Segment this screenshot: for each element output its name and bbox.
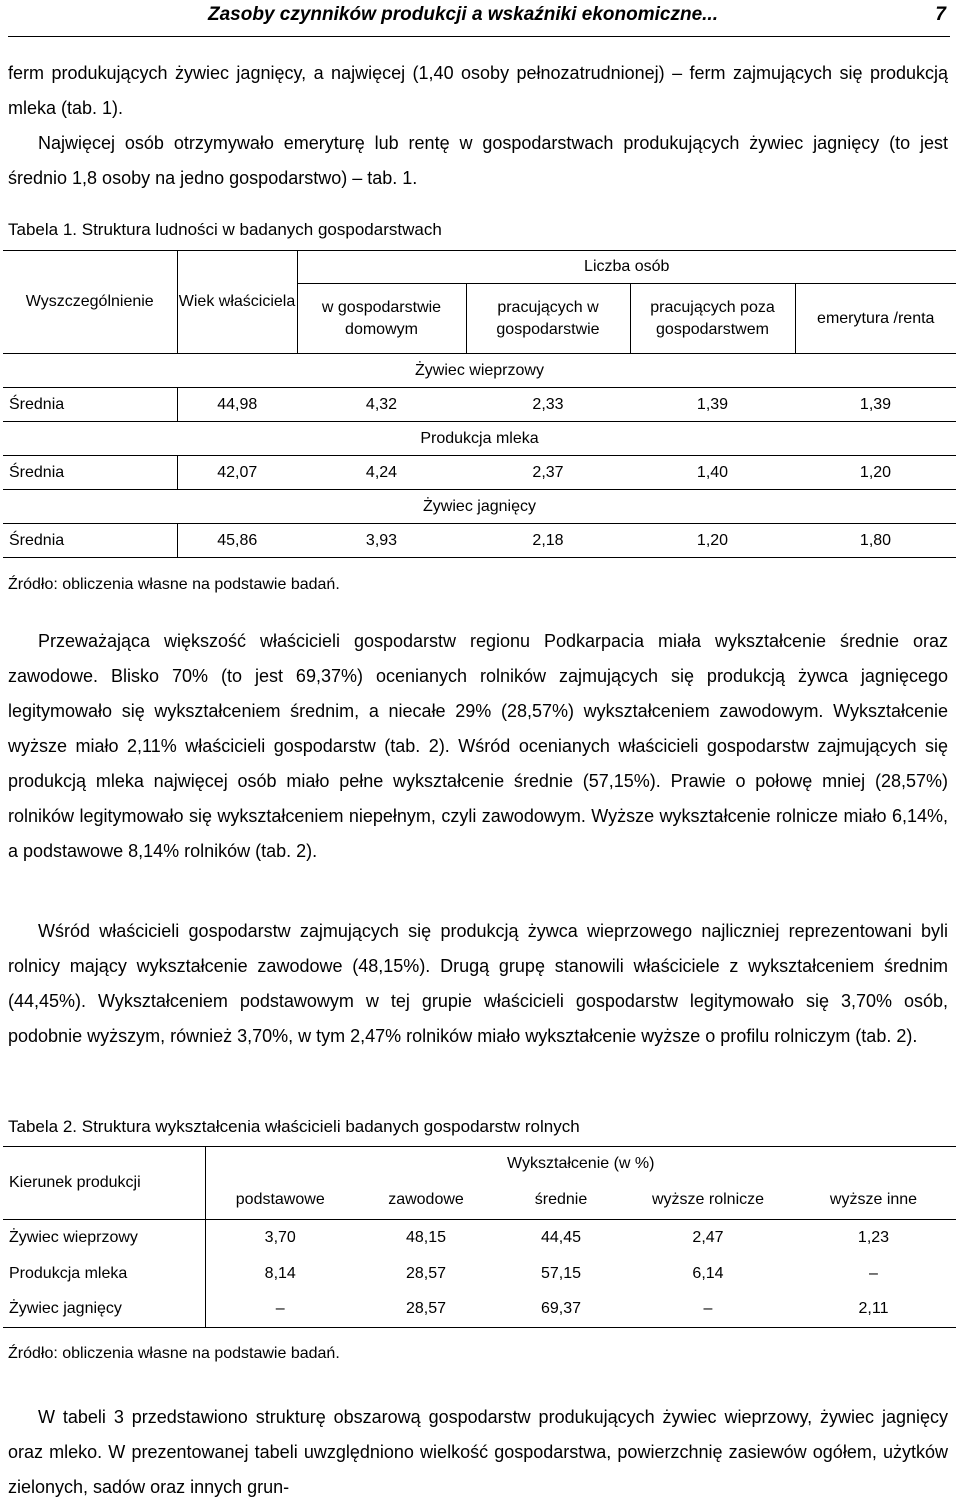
th-owner-age: Wiek właściciela	[177, 251, 297, 354]
cell: 44,45	[540, 1228, 582, 1246]
row-label: Średnia	[3, 456, 177, 490]
paragraph-1: ferm produkujących żywiec jagnięcy, a najwięcej (1,40 osoby pełnozatrudnionej) – ferm zajmujących się produkcją mleka (tab. 1).	[8, 63, 948, 118]
th-secondary: średnie	[497, 1182, 625, 1220]
section-milk: Produkcja mleka	[3, 422, 956, 456]
th-higher-other: wyższe inne	[791, 1182, 956, 1220]
cell: –	[869, 1264, 878, 1282]
table1-caption	[8, 220, 442, 240]
cell: 8,14	[264, 1264, 296, 1282]
cell: 42,07	[177, 456, 297, 490]
table2-caption	[8, 1117, 580, 1137]
th-number-of-persons: Liczba osób	[297, 251, 956, 284]
cell: 4,24	[297, 456, 466, 490]
cell: 28,57	[355, 1292, 497, 1328]
cell: 3,70	[264, 1228, 296, 1246]
row-label: Produkcja mleka	[3, 1256, 205, 1292]
cell: 2,11	[791, 1292, 956, 1328]
table-row	[3, 1220, 956, 1256]
population-structure-table	[3, 250, 956, 558]
th-working-off-farm: pracujących poza gospodarstwem	[630, 284, 795, 354]
cell: 1,39	[795, 388, 956, 422]
row-label: Średnia	[3, 388, 177, 422]
cell: 2,18	[466, 524, 630, 558]
cell: 57,15	[540, 1264, 582, 1282]
paragraph-2: Najwięcej osób otrzymywało emeryturę lub rentę w gospodarstwach produkujących żywiec jagnięcy (to jest średnio 1,8 osoby na jedno gospodarstwo) – tab. 1.	[8, 133, 948, 188]
paragraph-3: Przeważająca większość właścicieli gospodarstw regionu Podkarpacia miała wykształcenie średnie oraz zawodowe. Blisko 70% (to jest 69,37%) ocenianych rolników zajmujących się produkcją żywca jagnięcego legitymowało się wykształceniem średnim, a niecałe 29% (28,57%) wykształceniem zawodowym. Wykształcenie wyższe miało 2,11% właścicieli gospodarstw (tab. 2). Wśród ocenianych właścicieli gospodarstw zajmujących się produkcją mleka najwięcej osób miało pełne wykształcenie średnie (57,15%). Prawie o połowę mniej (28,57%) rolników legitymowało się wykształceniem niepełnym, czyli zawodowym. Wyższe wykształcenie rolnicze miało 6,14%, a podstawowe 8,14% rolników (tab. 2).	[8, 631, 948, 861]
cell: 1,39	[630, 388, 795, 422]
cell: 4,32	[297, 388, 466, 422]
th-production-direction: Kierunek produkcji	[3, 1147, 205, 1220]
row-label: Żywiec jagnięcy	[3, 1292, 205, 1328]
cell: 2,37	[466, 456, 630, 490]
running-header	[8, 0, 950, 37]
table-row	[3, 1256, 956, 1292]
table2-title: Struktura wykształcenia właścicieli badanych gospodarstw rolnych	[81, 1117, 580, 1136]
cell: 2,47	[692, 1228, 724, 1246]
paragraph-4: Wśród właścicieli gospodarstw zajmujących się produkcją żywca wieprzowego najliczniej reprezentowani byli rolnicy mający wykształcenie zawodowe (48,15%). Drugą grupę stanowili właściciele z wykształceniem średnim (44,45%). Wykształceniem podstawowym w tej grupie właścicieli gospodarstw legitymowało się 3,70% osób, podobnie wyższym, również 3,70%, w tym 2,47% rolników miało wykształcenie wyższe o profilu rolniczym (tab. 2).	[8, 921, 948, 1046]
th-pension: emerytura /renta	[795, 284, 956, 354]
page-number: 7	[935, 4, 946, 25]
cell: –	[205, 1292, 355, 1328]
cell: 1,20	[795, 456, 956, 490]
cell: 1,23	[857, 1228, 890, 1246]
table1-title: Struktura ludności w badanych gospodarstwach	[81, 220, 442, 239]
th-vocational: zawodowe	[355, 1182, 497, 1220]
cell: 1,80	[795, 524, 956, 558]
th-household: w gospodarstwie domowym	[297, 284, 466, 354]
cell: 69,37	[497, 1292, 625, 1328]
table-row	[3, 388, 956, 422]
table-row	[3, 456, 956, 490]
section-pigs: Żywiec wieprzowy	[3, 354, 956, 388]
paragraph-5: W tabeli 3 przedstawiono strukturę obszarową gospodarstw produkujących żywiec wieprzowy, żywiec jagnięcy oraz mleko. W prezentowanej tabeli uwzględniono wielkość gospodarstwa, powierzchnię zasiewów ogółem, użytków zielonych, sadów oraz innych grun-	[8, 1407, 948, 1497]
table1-source: Źródło: obliczenia własne na podstawie badań.	[8, 576, 340, 593]
cell: 1,40	[630, 456, 795, 490]
table2-label: Tabela 2.	[8, 1117, 77, 1136]
cell: 48,15	[405, 1228, 447, 1246]
cell: 3,93	[297, 524, 466, 558]
cell: 1,20	[630, 524, 795, 558]
cell: 2,33	[466, 388, 630, 422]
th-specification: Wyszczególnienie	[3, 251, 177, 354]
row-label: Żywiec wieprzowy	[3, 1220, 205, 1256]
table-row	[3, 1292, 956, 1328]
table-row	[3, 524, 956, 558]
row-label: Średnia	[3, 524, 177, 558]
education-structure-table	[3, 1146, 956, 1328]
cell: 28,57	[405, 1264, 447, 1282]
running-header-title: Zasoby czynników produkcji a wskaźniki ekonomiczne...	[208, 4, 718, 25]
cell: 44,98	[177, 388, 297, 422]
table1-label: Tabela 1.	[8, 220, 77, 239]
th-higher-agricultural: wyższe rolnicze	[625, 1182, 791, 1220]
section-lambs: Żywiec jagnięcy	[3, 490, 956, 524]
th-working-on-farm: pracujących w gospodarstwie	[466, 284, 630, 354]
table2-source: Źródło: obliczenia własne na podstawie badań.	[8, 1345, 340, 1362]
cell: 45,86	[177, 524, 297, 558]
cell: –	[625, 1292, 791, 1328]
th-primary: podstawowe	[205, 1182, 355, 1220]
cell: 6,14	[692, 1264, 724, 1282]
th-education-group: Wykształcenie (w %)	[205, 1147, 956, 1182]
